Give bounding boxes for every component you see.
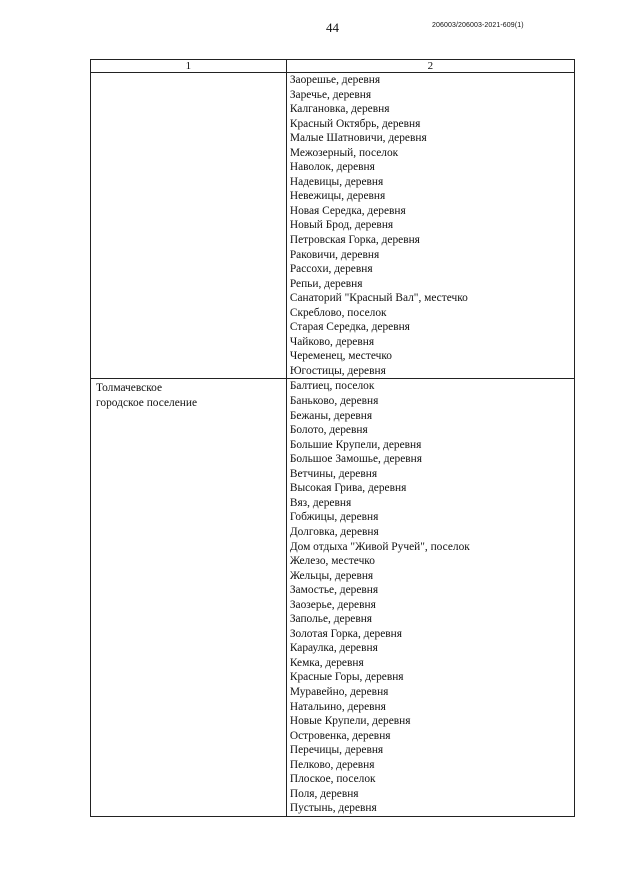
settlement-item: Чайково, деревня <box>289 335 375 348</box>
settlement-item: Санаторий "Красный Вал", местечко <box>289 292 468 305</box>
municipality-name-line: Толмачевское <box>96 382 163 395</box>
settlement-item: Надевицы, деревня <box>289 175 384 188</box>
settlements-cell <box>286 73 574 379</box>
settlement-item: Репьи, деревня <box>289 277 363 290</box>
settlement-item: Дом отдыха "Живой Ручей", поселок <box>289 540 470 553</box>
settlement-item: Пелково, деревня <box>289 758 375 771</box>
settlement-item: Большие Крупели, деревня <box>289 438 422 451</box>
settlements-cell <box>286 379 574 816</box>
table-row <box>91 73 575 379</box>
settlement-item: Новые Крупели, деревня <box>289 715 411 728</box>
settlement-item: Золотая Горка, деревня <box>289 627 402 640</box>
settlements-table <box>90 59 575 817</box>
settlement-item: Жельцы, деревня <box>289 569 374 582</box>
column-header-1: 1 <box>91 60 287 73</box>
settlement-item: Баньково, деревня <box>289 395 379 408</box>
settlement-item: Островенка, деревня <box>289 729 391 742</box>
settlement-item: Болото, деревня <box>289 424 368 437</box>
settlement-item: Новый Брод, деревня <box>289 219 394 232</box>
settlement-item: Старая Середка, деревня <box>289 321 410 334</box>
settlement-item: Заорешье, деревня <box>289 74 381 86</box>
settlement-item: Скреблово, поселок <box>289 306 387 319</box>
settlement-item: Вяз, деревня <box>289 496 352 509</box>
settlement-item: Гобжицы, деревня <box>289 511 379 524</box>
settlement-item: Плоское, поселок <box>289 773 376 786</box>
table-row <box>91 379 575 816</box>
settlement-item: Заречье, деревня <box>289 88 372 101</box>
settlement-item: Новая Середка, деревня <box>289 204 406 217</box>
settlement-item: Пустынь, деревня <box>289 802 377 815</box>
settlement-item: Караулка, деревня <box>289 642 378 655</box>
settlement-item: Большое Замошье, деревня <box>289 453 423 466</box>
page-number: 44 <box>326 20 339 35</box>
municipality-name-line: городское поселение <box>96 397 198 410</box>
settlement-item: Поля, деревня <box>289 787 359 800</box>
document-code: 206003/206003-2021-609(1) <box>432 22 524 29</box>
settlement-item: Раковичи, деревня <box>289 248 380 261</box>
settlement-item: Муравейно, деревня <box>289 685 389 698</box>
settlement-item: Рассохи, деревня <box>289 263 373 276</box>
settlement-item: Перечицы, деревня <box>289 744 384 757</box>
municipality-cell <box>91 379 287 816</box>
municipality-cell <box>91 73 287 379</box>
settlement-item: Красный Октябрь, деревня <box>289 117 421 130</box>
settlement-item: Невежицы, деревня <box>289 190 386 203</box>
settlement-item: Югостицы, деревня <box>289 364 386 377</box>
settlement-item: Петровская Горка, деревня <box>289 234 420 247</box>
settlement-item: Натальино, деревня <box>289 700 386 713</box>
settlement-item: Ветчины, деревня <box>289 467 378 480</box>
settlement-item: Высокая Грива, деревня <box>289 482 407 495</box>
settlement-item: Череменец, местечко <box>289 350 392 363</box>
settlement-item: Заозерье, деревня <box>289 598 376 611</box>
settlement-item: Бежаны, деревня <box>289 409 373 422</box>
settlement-item: Красные Горы, деревня <box>289 671 404 684</box>
table-header-row <box>91 60 575 73</box>
settlement-item: Малые Шатновичи, деревня <box>289 132 427 145</box>
settlement-item: Железо, местечко <box>289 555 375 568</box>
settlement-item: Заполье, деревня <box>289 613 373 626</box>
settlement-item: Калгановка, деревня <box>289 103 390 116</box>
settlement-item: Наволок, деревня <box>289 161 375 174</box>
settlement-item: Кемка, деревня <box>289 656 364 669</box>
column-header-2: 2 <box>286 60 574 73</box>
table-body <box>91 73 575 817</box>
settlement-item: Межозерный, поселок <box>289 146 399 159</box>
settlement-item: Долговка, деревня <box>289 525 379 538</box>
settlement-item: Замостье, деревня <box>289 584 379 597</box>
settlement-item: Балтиец, поселок <box>289 380 375 393</box>
